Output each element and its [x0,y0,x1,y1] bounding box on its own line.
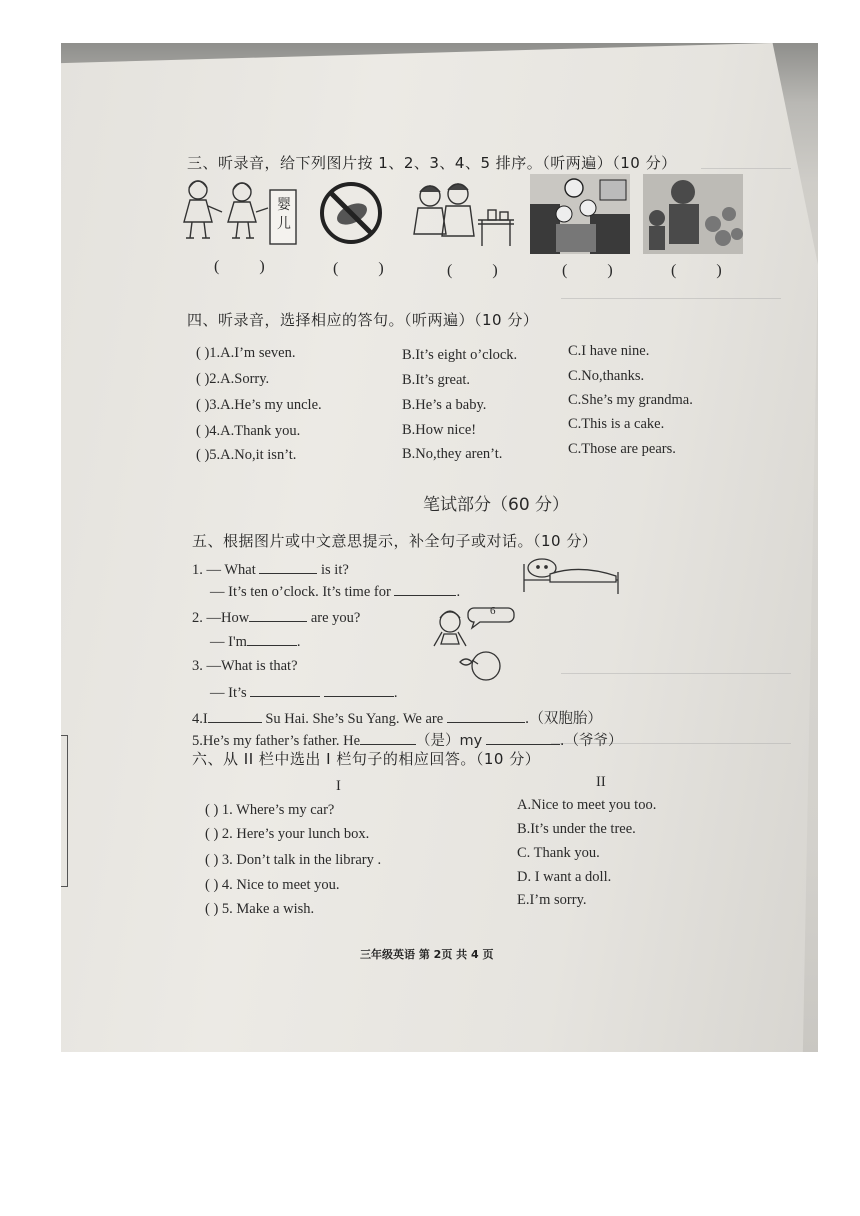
s6-left-4: ( ) 4. Nice to meet you. [205,877,340,893]
bleed-through-mark [701,158,791,169]
answer-paren-2[interactable]: ( ) [333,260,402,277]
s4-item-4-a: ( )4.A.Thank you. [196,423,301,439]
blank-q2-age[interactable] [247,633,297,646]
section-6-title: 六、从 II 栏中选出 I 栏句子的相应回答。（10 分） [192,750,541,768]
section-4-title: 四、听录音，选择相应的答句。（听两遍）（10 分） [187,311,539,329]
s4-item-2-a: ( )2.A.Sorry. [196,371,270,387]
column-i-header: I [336,778,341,794]
picture-baby-intro [180,176,300,252]
picture-family-living-room [530,174,630,254]
s4-item-5-c: C.Those are pears. [568,441,676,457]
column-ii-header: II [596,774,606,790]
blank-q2-how[interactable] [249,609,307,622]
section-5-title: 五、根据图片或中文意思提示，补全句子或对话。（10 分） [192,532,598,550]
picture-grandpa-garden [643,174,743,254]
bed-sleeping-icon [520,554,622,596]
s6-left-3: ( ) 3. Don’t talk in the library . [205,852,382,868]
answer-paren-3[interactable]: ( ) [447,262,516,279]
s5-q1-line-a: 1. — What is it? [192,562,349,578]
s5-q3-line-b: — It’s . [210,685,398,701]
blank-q1-time-for[interactable] [394,583,456,596]
s4-item-5-b: B.No,they aren’t. [402,446,503,462]
s6-left-5: ( ) 5. Make a wish. [205,901,315,917]
s5-q5-line: 5.He’s my father’s father. He （是）my .（爷爷） [192,733,623,749]
s6-right-b: B.It’s under the tree. [517,821,636,837]
s4-item-4-c: C.This is a cake. [568,416,665,432]
page-footer: 三年级英语 第 2页 共 4 页 [360,948,494,961]
s4-item-3-c: C.She’s my grandma. [568,392,693,408]
blank-q4-twins[interactable] [447,710,525,723]
blank-q5-grandpa[interactable] [486,732,560,745]
s5-q2-line-a: 2. —How are you? [192,610,361,626]
s4-item-1-a: ( )1.A.I’m seven. [196,345,296,361]
s6-right-a: A.Nice to meet you too. [517,797,657,813]
s5-q1-line-b: — It’s ten o’clock. It’s time for . [210,584,461,600]
s6-left-2: ( ) 2. Here’s your lunch box. [205,826,370,842]
bubble-number: 6 [490,605,496,617]
no-eating-sign-icon [318,180,384,246]
s6-right-d: D. I want a doll. [517,869,612,885]
left-margin-bracket [61,735,68,887]
s5-q3-line-a: 3. —What is that? [192,658,298,674]
s4-item-1-c: C.I have nine. [568,343,650,359]
blank-q3-word2[interactable] [324,684,394,697]
blank-q4-am[interactable] [208,710,262,723]
written-part-title: 笔试部分（60 分） [423,495,570,515]
bleed-through-mark [561,288,781,299]
girl-age-bubble-icon [428,600,518,650]
s5-q2-line-b: — I'm . [210,634,301,650]
blank-q5-is[interactable] [360,732,416,745]
s4-item-1-b: B.It’s eight o’clock. [402,347,518,363]
blank-q1-what[interactable] [259,561,317,574]
s4-item-5-a: ( )5.A.No,it isn’t. [196,447,297,463]
blank-q3-word1[interactable] [250,684,320,697]
answer-paren-4[interactable]: ( ) [562,262,631,279]
answer-paren-5[interactable]: ( ) [671,262,740,279]
s4-item-3-a: ( )3.A.He’s my uncle. [196,397,322,413]
section-3-title: 三、听录音，给下列图片按 1、2、3、4、5 排序。（听两遍）（10 分） [187,154,677,172]
s6-right-c: C. Thank you. [517,845,600,861]
s4-item-3-b: B.He’s a baby. [402,397,487,413]
s6-left-1: ( ) 1. Where’s my car? [205,802,335,818]
picture-children-at-table [410,180,520,252]
orange-icon [452,648,508,682]
s4-item-2-c: C.No,thanks. [568,368,645,384]
bleed-through-mark [561,663,791,674]
s6-right-e: E.I’m sorry. [517,892,587,908]
s4-item-4-b: B.How nice! [402,422,477,438]
s5-q4-line: 4.I Su Hai. She’s Su Yang. We are .（双胞胎） [192,711,602,727]
sign-baby-text: 婴儿 [277,197,291,232]
s4-item-2-b: B.It’s great. [402,372,471,388]
answer-paren-1[interactable]: ( ) [214,258,283,275]
